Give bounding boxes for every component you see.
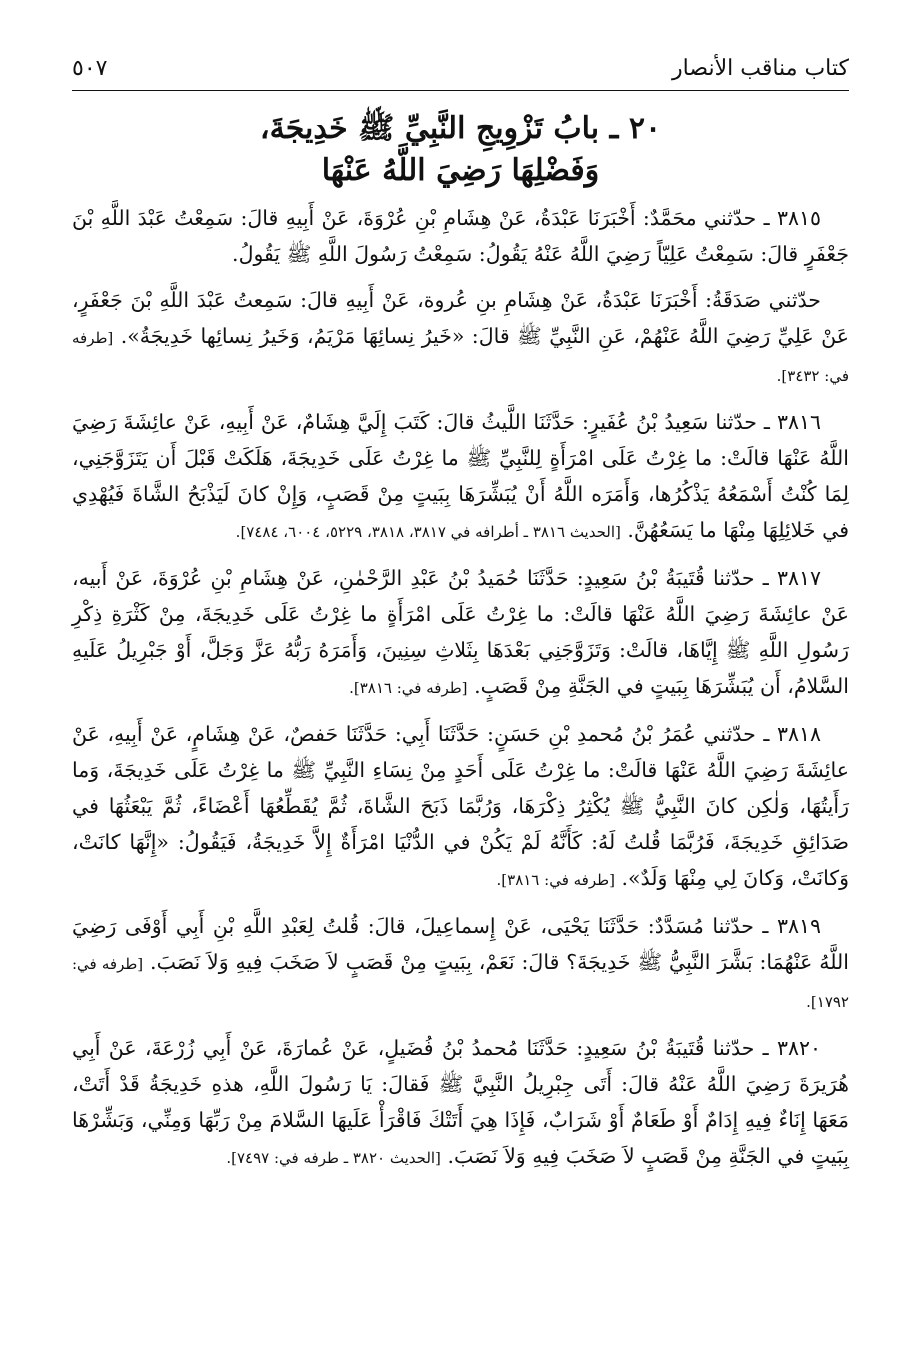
hadith-reference: [طرفه في: ٣٨١٦].: [349, 679, 468, 697]
chapter-heading-line-1: ٢٠ ـ بابُ تَزْوِيجِ النَّبِيِّ ﷺ خَدِيجَةَ،: [259, 111, 662, 146]
hadith-list: [72, 200, 849, 1186]
hadith-3816: [72, 404, 849, 550]
hadith-reference: [طرفه في: ٣٤٣٢].: [72, 329, 849, 385]
hadith-reference: [الحديث ٣٨١٦ ـ أطرافه في ٣٨١٧، ٣٨١٨، ٥٢٢٩، ٦٠٠٤، ٧٤٨٤].: [235, 523, 621, 541]
hadith-text: ٣٨١٦ ـ حدّثنا سَعِيدُ بْنُ عُفَيرٍ: حَدَّثَنَا اللَّيثُ قالَ: كَتَبَ إِلَيَّ هِشَامٌ، عَنْ أَبِيهِ، عَنْ عائِشَةَ رَضِيَ اللَّهُ عَنْهَا قالَتْ: ما غِرْتُ عَلَى امْرَأَةٍ لِلنَّبِيِّ ﷺ ما غِرْتُ عَلَى خَدِيجَةَ، هَلَكَتْ قَبْلَ أَن يَتَزَوَّجَنِي، لِمَا كُنْتُ أَسْمَعُهُ يَذْكُرُها، وَأَمَرَه اللَّهُ أَنْ يُبَشِّرَهَا بِبَيتٍ مِنْ قَصَبٍ، وَإِنْ كانَ لَيَذْبَحُ الشَّاةَ فَيُهْدِي في خَلائِلِهَا مِنْهَا ما يَسَعُهُنَّ.: [72, 410, 849, 542]
page-number: ٥٠٧: [72, 56, 108, 81]
hadith-text: ٣٨٢٠ ـ حدّثنا قُتَيبَةُ بْنُ سَعِيدٍ: حَدَّثَنَا مُحمدُ بْنُ فُضَيلٍ، عَنْ عُمارَةَ، عَنْ أَبِي زُرْعَةَ، عَنْ أَبِي هُرَيرَةَ رَضِيَ اللَّهُ عَنْهُ قالَ: أَتَى جِبْرِيلُ النَّبِيَّ ﷺ فَقالَ: يَا رَسُولَ اللَّهِ، هذهِ خَدِيجَةُ قَدْ أَتَتْ، مَعَهَا إِنَاءٌ فِيهِ إِدَامٌ أَوْ طَعَامٌ أَوْ شَرَابٌ، فَإِذَا هِيَ أَتَتْكَ فَاقْرَأْ عَلَيهَا السَّلامَ مِنْ رَبِّهَا وَمِنِّي، وَبَشِّرْهَا بِبَيتٍ في الجَنَّةِ مِنْ قَصَبٍ لاَ صَخَبَ فِيهِ وَلاَ نَصَبَ.: [72, 1036, 849, 1168]
hadith-reference: [الحديث ٣٨٢٠ ـ طرفه في: ٧٤٩٧].: [226, 1149, 441, 1167]
running-header: [72, 52, 849, 91]
book-title: كتاب مناقب الأنصار: [672, 56, 849, 81]
hadith-text: ٣٨١٥ ـ حدّثني محَمَّدٌ: أَخْبَرَنَا عَبْدَةُ، عَنْ هِشَامِ بْنِ عُرْوَةَ، عَنْ أَبِيهِ قالَ: سَمِعْتُ عَبْدَ اللَّهِ بْنَ جَعْفَرٍ قالَ: سَمِعْتُ عَلِيّاً رَضِيَ اللَّهُ عَنْهُ يَقُولُ: سَمِعْتُ رَسُولَ اللَّهِ ﷺ يَقُولُ.: [72, 206, 849, 266]
hadith-3819: [72, 908, 849, 1020]
hadith-3817: [72, 560, 849, 706]
hadith-reference: [طرفه في: ٣٨١٦].: [496, 871, 615, 889]
hadith-text: حدّثني صَدَقَةُ: أَخْبَرَنَا عَبْدَةُ، عَنْ هِشَامِ بنِ عُروة، عَنْ أَبِيهِ قالَ: سَمِعتُ عَبْدَ اللَّهِ بْنَ جَعْفَرٍ، عَنْ عَلِيِّ رَضِيَ اللَّهُ عَنْهُمْ، عَنِ النَّبِيِّ ﷺ قالَ: «خَيرُ نِسائِهَا مَرْيَمُ، وَخَيرُ نِسائِها خَدِيجَةُ».: [72, 288, 849, 348]
chapter-heading: [72, 108, 849, 192]
hadith-text: ٣٨١٨ ـ حدّثني عُمَرُ بْنُ مُحمدِ بْنِ حَسَنٍ: حَدَّثَنَا أَبِي: حَدَّثَنَا حَفصٌ، عَنْ هِشَامٍ، عَنْ أَبِيهِ، عَنْ عائِشَةَ رَضِيَ اللَّهُ عَنْهَا قالَتْ: ما غِرْتُ عَلَى أَحَدٍ مِنْ نِسَاءِ النَّبِيِّ ﷺ ما غِرْتُ عَلَى خَدِيجَةَ، وَما رَأَيتُهَا، وَلٰكِن كانَ النَّبِيُّ ﷺ يُكْثِرُ ذِكْرَهَا، وَرُبَّمَا ذَبَحَ الشَّاةَ، ثُمَّ يُقَطِّعُهَا أَعْضَاءً، ثُمَّ يَبْعَثُهَا في صَدَائِقِ خَدِيجَةَ، فَرُبَّمَا قُلتُ لَهُ: كَأَنَّهُ لَمْ يَكُنْ في الدُّنْيَا امْرَأَةٌ إِلاَّ خَدِيجَةُ، فَيَقُولُ: «إِنَّهَا كانَتْ، وَكانَتْ، وَكانَ لِي مِنْهَا وَلَدٌ».: [72, 722, 849, 890]
hadith-text: ٣٨١٩ ـ حدّثنا مُسَدَّدٌ: حَدَّثَنَا يَحْيَى، عَنْ إِسماعِيلَ، قالَ: قُلتُ لِعَبْدِ اللَّهِ بْنِ أَبِي أَوْفَى رَضِيَ اللَّهُ عَنْهُمَا: بَشَّرَ النَّبِيُّ ﷺ خَدِيجَةَ؟ قالَ: نَعَمْ، بِبَيتٍ مِنْ قَصَبٍ لاَ صَخَبَ فِيهِ وَلاَ نَصَبَ.: [72, 914, 849, 974]
chapter-heading-line-2: وَفَضْلِهَا رَضِيَ اللَّهُ عَنْهَا: [321, 153, 600, 188]
hadith-3815-chain-2: [72, 282, 849, 394]
hadith-3820: [72, 1030, 849, 1176]
hadith-reference: [طرفه في: ١٧٩٢].: [72, 955, 849, 1011]
hadith-3815: [72, 200, 849, 272]
hadith-3818: [72, 716, 849, 898]
hadith-text: ٣٨١٧ ـ حدّثنا قُتَيبَةُ بْنُ سَعِيدٍ: حَدَّثَنَا حُمَيدُ بْنُ عَبْدِ الرَّحْمٰنِ، عَنْ هِشَامِ بْنِ عُرْوَةَ، عَنْ أَبيه، عَنْ عائِشَةَ رَضِيَ اللَّهُ عَنْهَا قالَتْ: ما غِرْتُ عَلَى امْرَأَةٍ ما غِرْتُ عَلَى خَدِيجَةَ، مِنْ كَثْرَةِ ذِكْرِ رَسُولِ اللَّهِ ﷺ إِيَّاهَا، قالَتْ: وَتَزَوَّجَنِي بَعْدَهَا بِثَلاثِ سِنِينَ، وَأَمَرَهُ رَبُّهُ عَزَّ وَجَلَّ، أَوْ جَبْرِيلُ عَلَيهِ السَّلامُ، أَن يُبَشِّرَهَا بِبَيتٍ في الجَنَّةِ مِنْ قَصَبٍ.: [72, 566, 849, 698]
